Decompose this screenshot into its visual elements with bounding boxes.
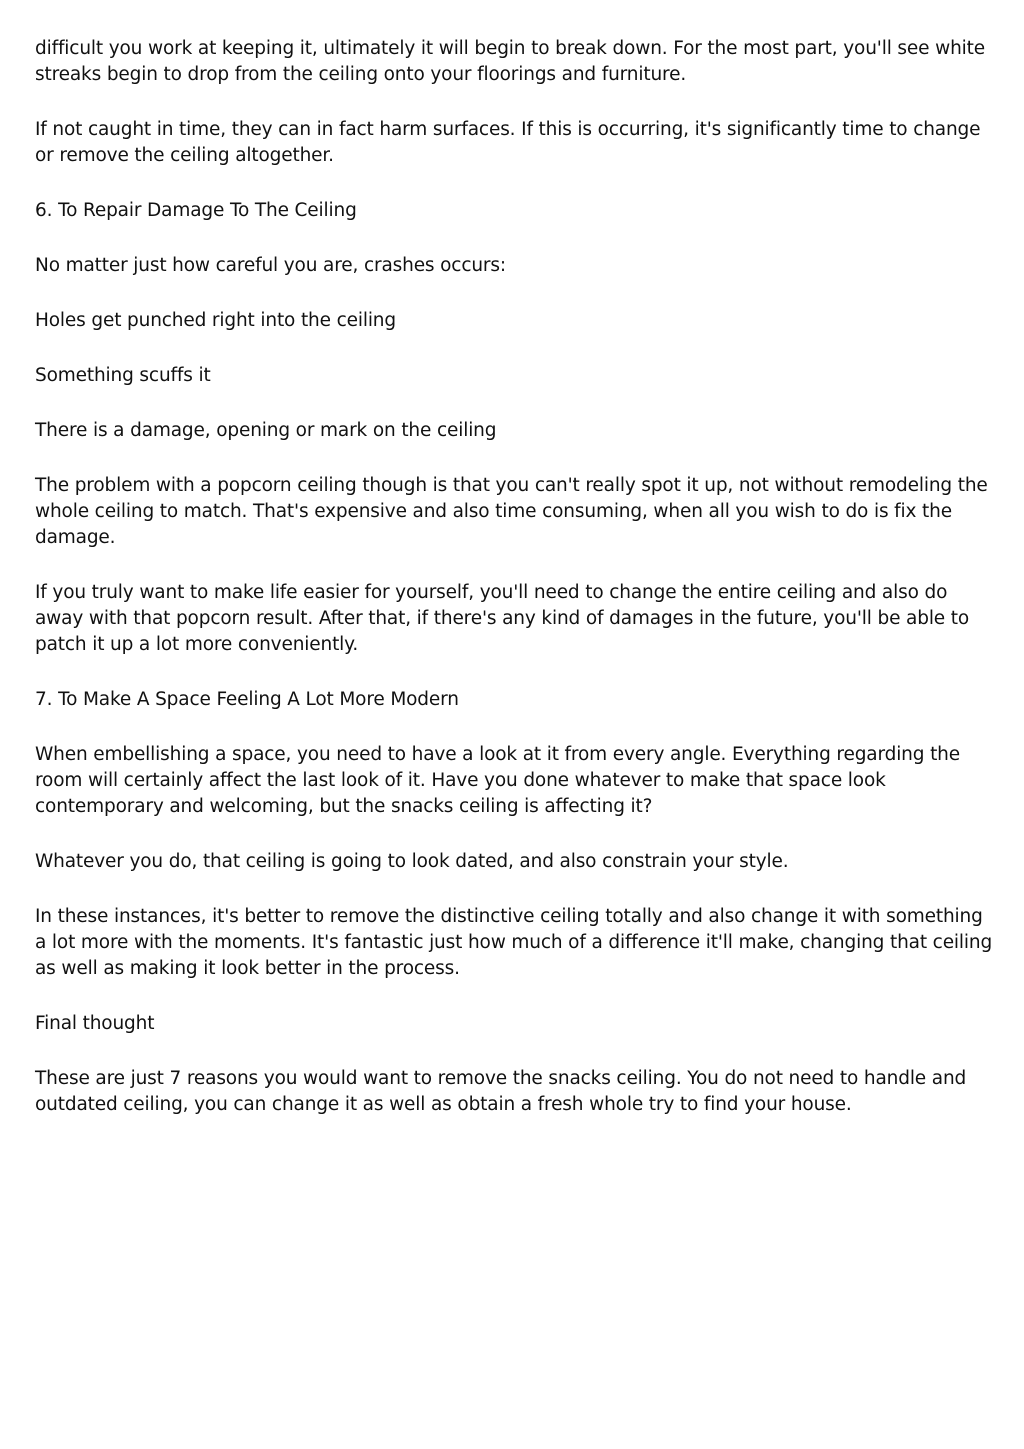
- paragraph-surface-harm: If not caught in time, they can in fact harm surfaces. If this is occurring, it's significantly time to change or remove the ceiling altogether.: [35, 119, 981, 166]
- paragraph-damage-mark: There is a damage, opening or mark on the ceiling: [35, 420, 497, 441]
- paragraph-remove-ceiling: In these instances, it's better to remove the distinctive ceiling totally and also change it with something a lot more with the moments. It's fantastic just how much of a difference it'll make, changing that ceiling as well as making it look better in the process.: [35, 906, 993, 979]
- paragraph-easier-life: If you truly want to make life easier for yourself, you'll need to change the entire ceiling and also do away with that popcorn result. After that, if there's any kind of damages in the future, you'll be able to patch it up a lot more conveniently.: [35, 582, 970, 655]
- paragraph-crashes: No matter just how careful you are, crashes occurs:: [35, 255, 506, 276]
- paragraph-spot-repair: The problem with a popcorn ceiling though is that you can't really spot it up, not without remodeling the whole ceiling to match. That's expensive and also time consuming, when all you wish to do is fix the damage.: [35, 475, 988, 548]
- paragraph-conclusion: These are just 7 reasons you would want to remove the snacks ceiling. You do not need to handle and outdated ceiling, you can change it as well as obtain a fresh whole try to find your house.: [35, 1068, 967, 1115]
- paragraph-dated-look: Whatever you do, that ceiling is going to look dated, and also constrain your style.: [35, 851, 789, 872]
- section-heading-modern-space: 7. To Make A Space Feeling A Lot More Modern: [35, 689, 459, 710]
- section-heading-final-thought: Final thought: [35, 1013, 155, 1034]
- paragraph-holes: Holes get punched right into the ceiling: [35, 310, 396, 331]
- section-heading-repair-damage: 6. To Repair Damage To The Ceiling: [35, 200, 357, 221]
- paragraph-embellishing: When embellishing a space, you need to have a look at it from every angle. Everything regarding the room will certainly affect the last look of it. Have you done whatever to make that space look contemporary and welcoming, but the snacks ceiling is affecting it?: [35, 744, 960, 817]
- paragraph-scuffs: Something scuffs it: [35, 365, 211, 386]
- article-body: [35, 36, 994, 1118]
- paragraph-continuation: difficult you work at keeping it, ultimately it will begin to break down. For the most part, you'll see white streaks begin to drop from the ceiling onto your floorings and furniture.: [35, 38, 985, 85]
